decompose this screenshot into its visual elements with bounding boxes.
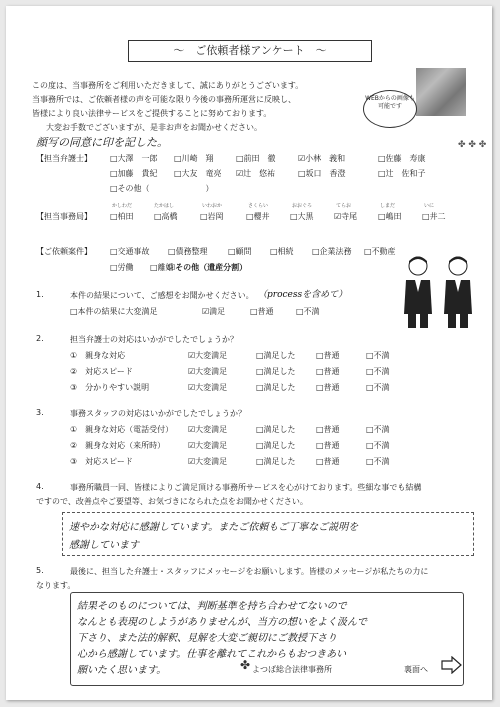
case-option[interactable]: □債務整理: [168, 247, 208, 256]
q2-row-label: ① 親身な対応: [70, 351, 126, 360]
lawyer-option[interactable]: ☑小林 義和: [298, 154, 346, 163]
q2-number: 2.: [36, 334, 44, 343]
q2-option[interactable]: □満足した: [256, 367, 296, 376]
office-option[interactable]: □岩岡: [200, 212, 224, 221]
office-option[interactable]: □柏田: [110, 212, 134, 221]
q3-option[interactable]: ☑大変満足: [188, 457, 228, 466]
q2-option[interactable]: □普通: [316, 383, 340, 392]
q4-text: 事務所職員一同、皆様によりご満足頂ける事務所サービスを心がけております。些細な事でも結構: [70, 483, 422, 492]
q4-number: 4.: [36, 482, 44, 491]
lawyers-illustration: [398, 252, 480, 330]
lawyer-figure: [444, 257, 472, 329]
q2-option[interactable]: □普通: [316, 351, 340, 360]
case-option[interactable]: □労働: [110, 263, 134, 272]
office-option[interactable]: ☑寺尾: [334, 212, 358, 221]
q3-option[interactable]: □普通: [316, 457, 340, 466]
office-label: 【担当事務局】: [36, 212, 92, 221]
survey-title: 〜 ご依頼者様アンケート 〜: [128, 40, 372, 62]
office-ruby: かしわだ: [112, 203, 133, 209]
lawyer-option[interactable]: ☑辻 悠祐: [236, 169, 276, 178]
lawyer-option[interactable]: □佐藤 寿康: [378, 154, 426, 163]
speech-bubble: [363, 90, 417, 128]
q5-text: 最後に、担当した弁護士・スタッフにメッセージをお願いします。皆様のメッセージが私たちの力に: [70, 567, 429, 576]
q4-answer-line: 感謝しています: [69, 540, 139, 551]
intro-line: 大変お手数でございますが、是非お声をお聞かせください。: [46, 123, 262, 132]
q3-text: 事務スタッフの対応はいかがでしたでしょうか？: [70, 409, 246, 418]
case-option[interactable]: □顧問: [228, 247, 252, 256]
clover-icon: ✤ ✤ ✤: [458, 140, 487, 150]
q5-answer-line: 心から感謝しています。仕事を離れてこれからもおつきあい: [77, 649, 347, 660]
q3-option[interactable]: □不満: [366, 441, 390, 450]
office-option[interactable]: □大黒: [290, 212, 314, 221]
q3-row-label: ① 親身な対応（電話受付）: [70, 425, 174, 434]
office-option[interactable]: □嶋田: [378, 212, 402, 221]
intro-line: 皆様により良い法律サービスをご提供することに努めております。: [32, 109, 272, 118]
q1-option[interactable]: □普通: [250, 307, 274, 316]
q4-answer-box[interactable]: [62, 512, 474, 556]
intro-line: この度は、当事務所をご利用いただきまして、誠にありがとうございます。: [32, 81, 304, 90]
lawyer-option[interactable]: □川崎 翔: [174, 154, 214, 163]
case-option[interactable]: □企業法務: [312, 247, 352, 256]
q3-option[interactable]: □普通: [316, 425, 340, 434]
q2-option[interactable]: □不満: [366, 367, 390, 376]
q4-answer-line: 速やかな対応に感謝しています。またご依頼もご丁寧なご説明を: [69, 522, 359, 533]
q3-option[interactable]: □満足した: [256, 441, 296, 450]
permission-handwriting: 顔写の同意に印を記した。: [36, 136, 168, 149]
office-ruby: てらお: [336, 203, 352, 209]
q5-answer-line: 結果そのものについては、判断基準を持ち合わせてないので: [77, 601, 347, 612]
q2-option[interactable]: ☑大変満足: [188, 351, 228, 360]
office-option[interactable]: □井二: [422, 212, 446, 221]
q2-option[interactable]: □不満: [366, 383, 390, 392]
lawyer-option[interactable]: □坂口 香澄: [298, 169, 346, 178]
q2-option[interactable]: □不満: [366, 351, 390, 360]
q4-text: ですので、改善点やご要望等、お気づきになられた点をお聞かせください。: [36, 497, 308, 506]
survey-sheet: [6, 6, 492, 700]
bubble-text: WEBからの画像も可能です: [365, 95, 415, 110]
lawyer-figure: [404, 257, 432, 329]
clover-icon: ✤: [240, 658, 251, 672]
case-option[interactable]: □不動産: [364, 247, 396, 256]
office-ruby: おおぐろ: [292, 203, 313, 209]
q5-answer-line: 願いたく思います。: [77, 665, 167, 676]
next-page-label: 裏面へ: [404, 665, 428, 674]
q3-option[interactable]: ☑大変満足: [188, 441, 228, 450]
lawyer-option[interactable]: □大友 竜亮: [174, 169, 222, 178]
q2-option[interactable]: ☑大変満足: [188, 367, 228, 376]
q2-option[interactable]: □満足した: [256, 351, 296, 360]
office-ruby: いに: [424, 203, 435, 209]
office-ruby: いわおか: [202, 203, 223, 209]
q1-option[interactable]: □本件の結果に大変満足: [70, 307, 158, 316]
case-option[interactable]: ☑その他（遺産分割）: [168, 263, 248, 272]
office-option[interactable]: □高橋: [154, 212, 178, 221]
q2-option[interactable]: □普通: [316, 367, 340, 376]
q2-row-label: ② 対応スピード: [70, 367, 133, 376]
q5-number: 5.: [36, 566, 44, 575]
case-option[interactable]: □交通事故: [110, 247, 150, 256]
firm-name: よつば総合法律事務所: [252, 665, 332, 674]
q1-option[interactable]: □不満: [296, 307, 320, 316]
q1-number: 1.: [36, 290, 44, 299]
q3-row-label: ③ 対応スピード: [70, 457, 133, 466]
q3-option[interactable]: ☑大変満足: [188, 425, 228, 434]
q2-row-label: ③ 分かりやすい説明: [70, 383, 150, 392]
q3-option[interactable]: □不満: [366, 425, 390, 434]
q3-row-label: ② 親身な対応（来所時）: [70, 441, 166, 450]
q5-text: なります。: [36, 581, 76, 590]
q3-option[interactable]: □満足した: [256, 425, 296, 434]
q1-text: 本件の結果について、ご感想をお聞かせください。: [70, 291, 254, 300]
q1-note: （processを含めて）: [258, 290, 348, 300]
q3-option[interactable]: □不満: [366, 457, 390, 466]
q1-option[interactable]: ☑満足: [202, 307, 226, 316]
office-ruby: しまだ: [380, 203, 396, 209]
q5-answer-line: なんとも表現のしようがありませんが、当方の想いをよく汲んで: [77, 617, 367, 628]
intro-line: 当事務所では、ご依頼者様の声を可能な限り今後の事務所運営に反映し、: [32, 95, 296, 104]
arrow-right-icon[interactable]: [440, 656, 464, 674]
q3-option[interactable]: □満足した: [256, 457, 296, 466]
lawyer-option[interactable]: □辻 佐和子: [378, 169, 426, 178]
q3-number: 3.: [36, 408, 44, 417]
customer-photo: [416, 68, 466, 116]
q3-option[interactable]: □普通: [316, 441, 340, 450]
q2-option[interactable]: □満足した: [256, 383, 296, 392]
case-label: 【ご依頼案件】: [36, 247, 92, 256]
lawyer-label: 【担当弁護士】: [36, 154, 92, 163]
lawyer-option[interactable]: □前田 徹: [236, 154, 276, 163]
lawyer-option[interactable]: □加藤 貴紀: [110, 169, 158, 178]
lawyer-option[interactable]: □大澤 一郎: [110, 154, 158, 163]
q2-option[interactable]: ☑大変満足: [188, 383, 228, 392]
lawyer-option[interactable]: □その他（ ）: [110, 184, 214, 193]
office-option[interactable]: □櫻井: [246, 212, 270, 221]
q2-text: 担当弁護士の対応はいかがでしたでしょうか？: [70, 335, 238, 344]
q5-answer-line: 下さり、また法的解釈、見解を大変ご親切にご教授下さり: [77, 633, 337, 644]
office-ruby: たかはし: [154, 203, 175, 209]
office-ruby: さくらい: [248, 203, 269, 209]
case-option[interactable]: □相続: [270, 247, 294, 256]
case-option[interactable]: □離婚: [150, 263, 174, 272]
